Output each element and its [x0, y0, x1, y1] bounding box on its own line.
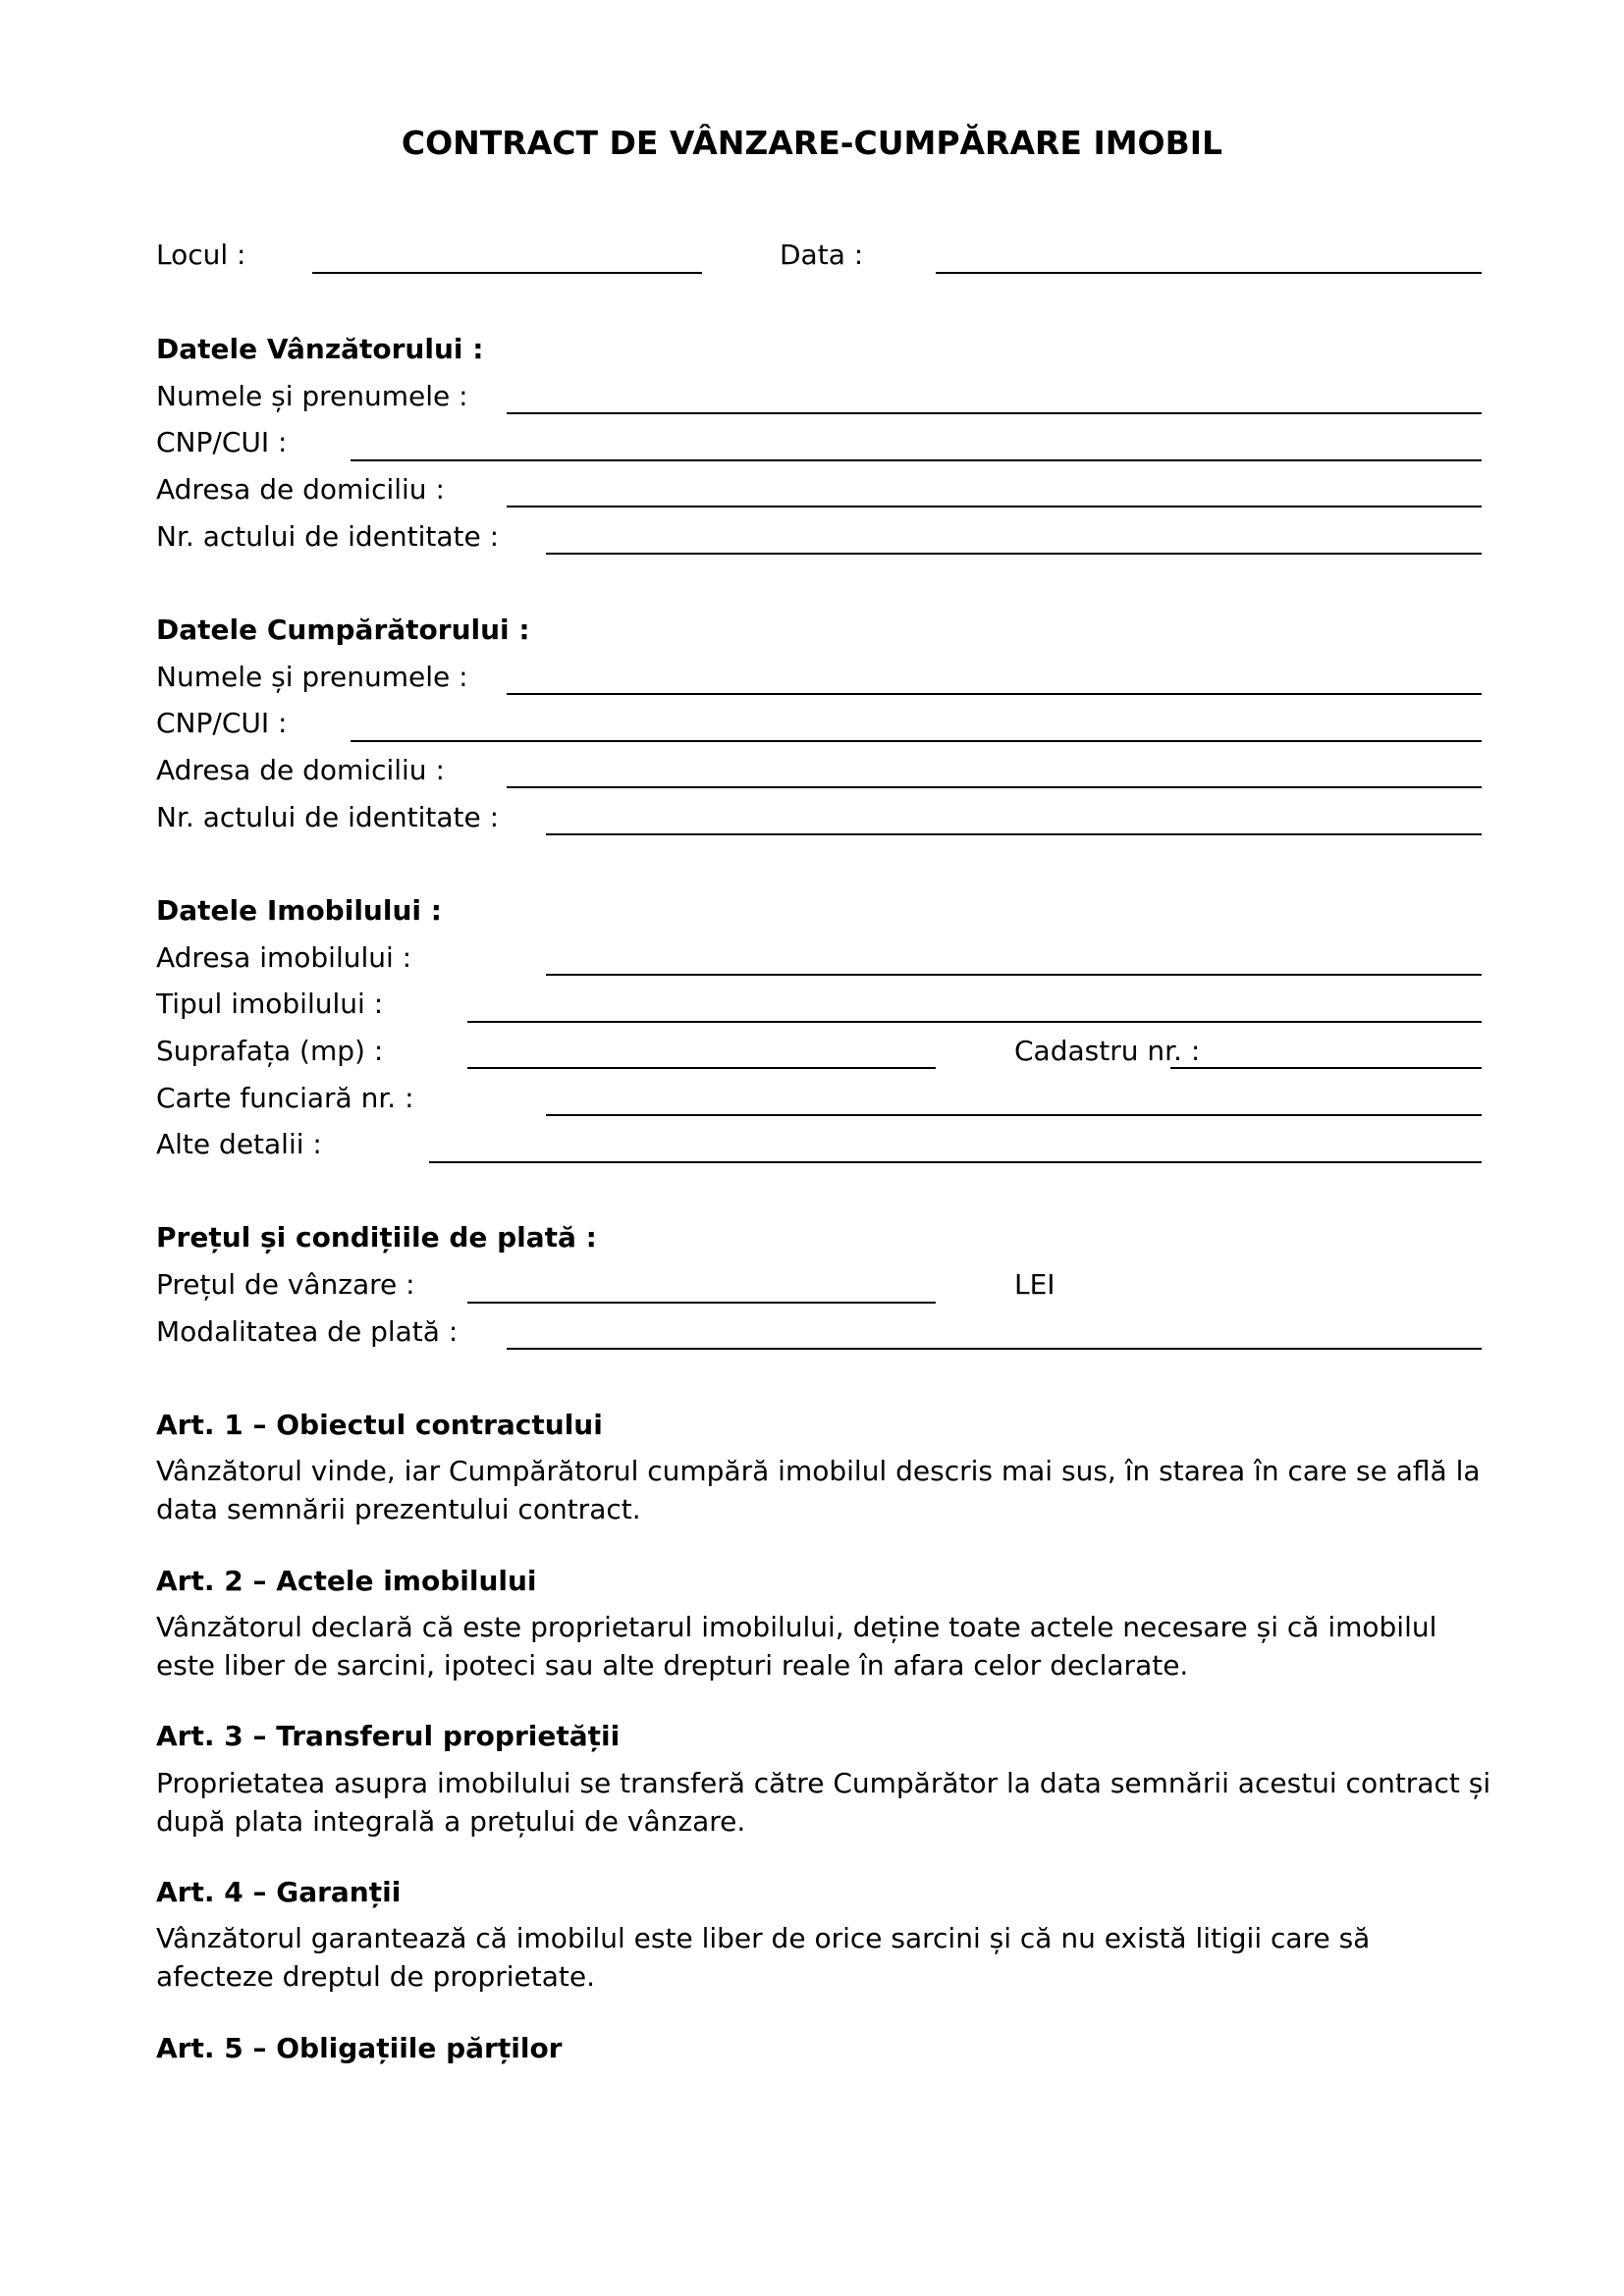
buyer-heading: Datele Cumpărătorului : — [156, 614, 530, 646]
property-address-label: Adresa imobilului : — [156, 941, 412, 974]
buyer-id-field[interactable] — [546, 833, 1482, 835]
article-2-body: Vânzătorul declară că este proprietarul imobilului, deține toate actele necesare și că imobilul este liber de sarcini, ipoteci sau alte drepturi reale în afara celor declarate. — [156, 1611, 1437, 1682]
property-type-field[interactable] — [467, 1021, 1482, 1023]
article-1-body: Vânzătorul vinde, iar Cumpărătorul cumpără imobilul descris mai sus, în starea în care se află la data semnării prezentului contract. — [156, 1455, 1481, 1525]
seller-cnp-field[interactable] — [351, 459, 1482, 461]
buyer-id-label: Nr. actului de identitate : — [156, 801, 500, 833]
seller-heading: Datele Vânzătorului : — [156, 333, 484, 365]
article-3-body: Proprietatea asupra imobilului se transferă către Cumpărător la data semnării acestui contract și după plata integrală a prețului de vânzare. — [156, 1767, 1491, 1838]
price-label: Prețul de vânzare : — [156, 1268, 415, 1301]
property-type-label: Tipul imobilului : — [156, 988, 384, 1020]
article-1-heading: Art. 1 – Obiectul contractului — [156, 1409, 603, 1441]
buyer-address-field[interactable] — [507, 786, 1482, 788]
price-field[interactable] — [467, 1302, 936, 1304]
property-details-field[interactable] — [429, 1161, 1482, 1163]
property-cf-field[interactable] — [546, 1114, 1482, 1116]
data-field[interactable] — [936, 272, 1482, 274]
property-address-field[interactable] — [546, 974, 1482, 976]
property-cadastru-label: Cadastru nr. : — [1014, 1035, 1201, 1067]
property-cadastru-field[interactable] — [1170, 1067, 1482, 1069]
seller-name-field[interactable] — [507, 412, 1482, 414]
locul-field[interactable] — [312, 272, 702, 274]
seller-address-label: Adresa de domiciliu : — [156, 473, 445, 506]
property-heading: Datele Imobilului : — [156, 894, 442, 927]
buyer-name-field[interactable] — [507, 693, 1482, 695]
locul-label: Locul : — [156, 239, 246, 271]
buyer-cnp-label: CNP/CUI : — [156, 707, 288, 739]
article-4-heading: Art. 4 – Garanții — [156, 1876, 402, 1908]
article-5-heading: Art. 5 – Obligațiile părților — [156, 2032, 563, 2064]
buyer-address-label: Adresa de domiciliu : — [156, 754, 445, 786]
currency-label: LEI — [1014, 1268, 1056, 1301]
payment-method-label: Modalitatea de plată : — [156, 1315, 459, 1348]
price-heading: Prețul și condițiile de plată : — [156, 1221, 597, 1254]
property-details-label: Alte detalii : — [156, 1128, 322, 1160]
seller-id-label: Nr. actului de identitate : — [156, 520, 500, 553]
property-cf-label: Carte funciară nr. : — [156, 1082, 414, 1114]
article-3-heading: Art. 3 – Transferul proprietății — [156, 1720, 621, 1752]
article-2-heading: Art. 2 – Actele imobilului — [156, 1565, 537, 1597]
article-4-body: Vânzătorul garantează că imobilul este liber de orice sarcini și că nu există litigii care să afecteze dreptul de proprietate. — [156, 1922, 1371, 1993]
data-label: Data : — [780, 239, 864, 271]
document-title: CONTRACT DE VÂNZARE-CUMPĂRARE IMOBIL — [401, 124, 1223, 162]
seller-id-field[interactable] — [546, 553, 1482, 555]
seller-name-label: Numele și prenumele : — [156, 380, 468, 412]
payment-method-field[interactable] — [507, 1348, 1482, 1350]
buyer-cnp-field[interactable] — [351, 740, 1482, 742]
buyer-name-label: Numele și prenumele : — [156, 661, 468, 693]
property-area-field[interactable] — [467, 1067, 936, 1069]
seller-cnp-label: CNP/CUI : — [156, 426, 288, 458]
property-area-label: Suprafața (mp) : — [156, 1035, 384, 1067]
seller-address-field[interactable] — [507, 506, 1482, 507]
